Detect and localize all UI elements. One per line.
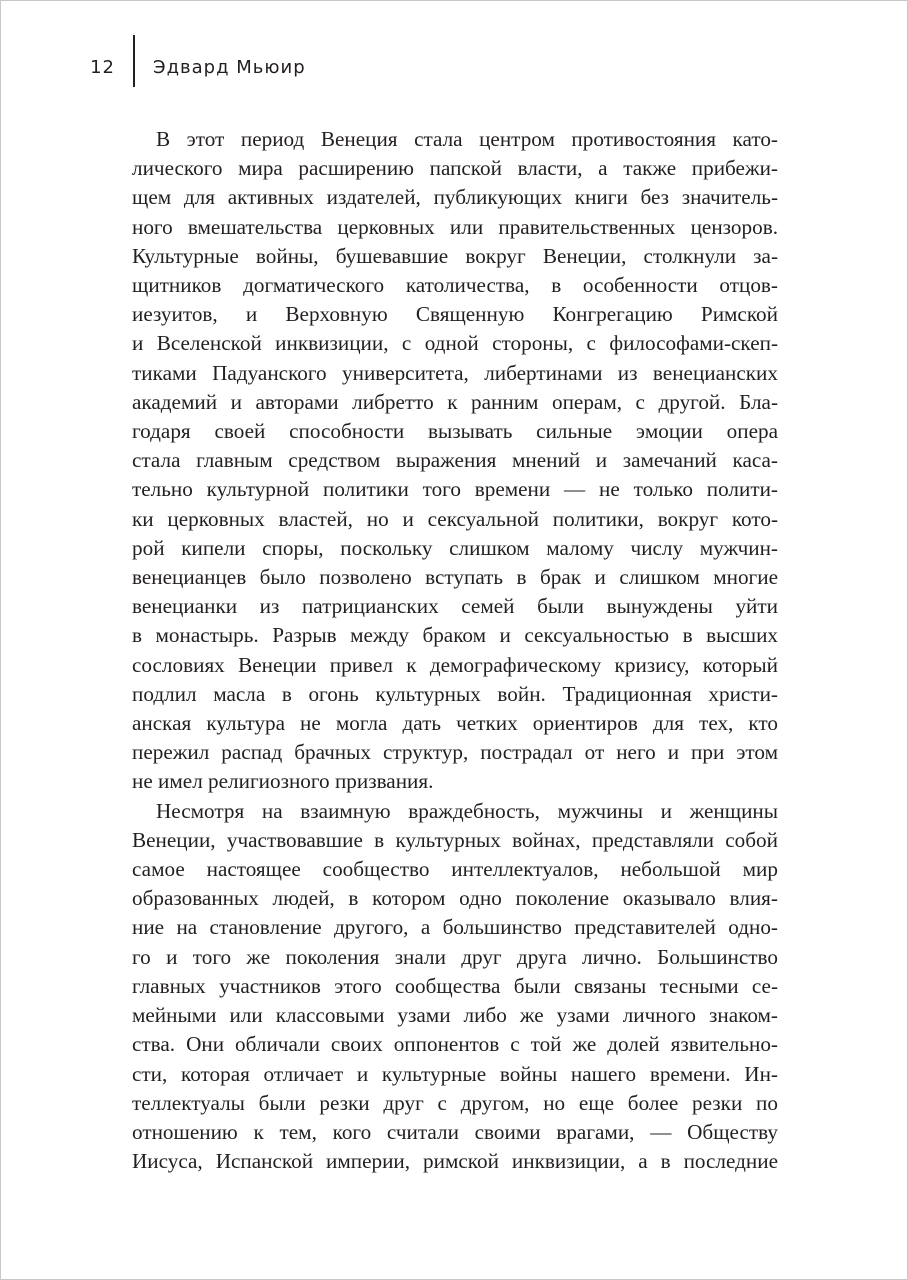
text-line: лического мира расширению папской власти, а также прибежи- xyxy=(132,156,778,181)
running-head-author: Эдвард Мьюир xyxy=(153,57,306,78)
text-line: теллектуалы были резки друг с другом, но еще более резки по xyxy=(132,1090,778,1115)
header-divider xyxy=(133,35,135,87)
text-line: отношению к тем, кого считали своими врагами, — Обществу xyxy=(132,1119,778,1144)
body-text xyxy=(132,125,778,1176)
text-line: и Вселенской инквизиции, с одной стороны, с философами-скеп- xyxy=(132,331,778,356)
text-line: академий и авторами либретто к ранним операм, с другой. Бла- xyxy=(132,389,778,414)
text-line: главных участников этого сообщества были связаны тесными се- xyxy=(132,973,778,998)
text-line: иезуитов, и Верховную Священную Конгрегацию Римской xyxy=(132,302,778,327)
text-line: Несмотря на взаимную враждебность, мужчины и женщины xyxy=(156,798,778,823)
text-line: в монастырь. Разрыв между браком и сексуальностью в высших xyxy=(132,623,778,648)
text-line: сти, которая отличает и культурные войны нашего времени. Ин- xyxy=(132,1061,778,1086)
text-line: стала главным средством выражения мнений и замечаний каса- xyxy=(132,448,778,473)
text-line: щем для активных издателей, публикующих книги без значитель- xyxy=(132,185,778,210)
text-line: ного вмешательства церковных или правительственных цензоров. xyxy=(132,214,778,239)
text-line: ства. Они обличали своих оппонентов с той же долей язвительно- xyxy=(132,1032,778,1057)
running-head xyxy=(1,35,907,87)
text-line: рой кипели споры, поскольку слишком малому числу мужчин- xyxy=(132,535,778,560)
text-line: сословиях Венеции привел к демографическому кризису, который xyxy=(132,652,778,677)
text-line: венецианки из патрицианских семей были вынуждены уйти xyxy=(132,594,778,619)
text-line: тиками Падуанского университета, либертинами из венецианских xyxy=(132,360,778,385)
text-line: мейными или классовыми узами либо же узами личного знаком- xyxy=(132,1003,778,1028)
page-number: 12 xyxy=(90,57,115,78)
text-line: Иисуса, Испанской империи, римской инквизиции, а в последние xyxy=(132,1149,778,1174)
text-line: образованных людей, в котором одно поколение оказывало влия- xyxy=(132,886,778,911)
text-line: пережил распад брачных структур, пострадал от него и при этом xyxy=(132,740,778,765)
text-line: Культурные войны, бушевавшие вокруг Венеции, столкнули за- xyxy=(132,243,778,268)
text-line: венецианцев было позволено вступать в брак и слишком многие xyxy=(132,565,778,590)
text-line: тельно культурной политики того времени — не только полити- xyxy=(132,477,778,502)
text-line: не имел религиозного призвания. xyxy=(132,769,434,794)
text-line: ние на становление другого, а большинство представителей одно- xyxy=(132,915,778,940)
text-line: годаря своей способности вызывать сильные эмоции опера xyxy=(132,419,778,444)
text-line: анская культура не могла дать четких ориентиров для тех, кто xyxy=(132,711,778,736)
text-line: подлил масла в огонь культурных войн. Традиционная христи- xyxy=(132,681,778,706)
text-line: ки церковных властей, но и сексуальной политики, вокруг кото- xyxy=(132,506,778,531)
text-line: самое настоящее сообщество интеллектуалов, небольшой мир xyxy=(132,857,778,882)
text-line: го и того же поколения знали друг друга лично. Большинство xyxy=(132,944,778,969)
text-line: щитников догматического католичества, в особенности отцов- xyxy=(132,273,778,298)
text-line: В этот период Венеция стала центром противостояния като- xyxy=(156,127,778,151)
text-line: Венеции, участвовавшие в культурных войнах, представляли собой xyxy=(132,827,778,852)
